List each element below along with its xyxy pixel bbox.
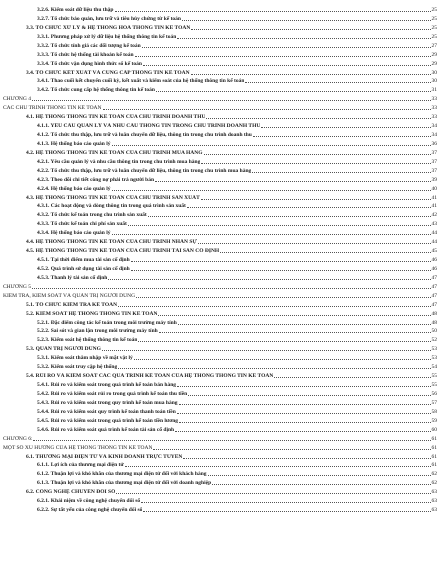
toc-entry[interactable] xyxy=(37,470,441,478)
dot-leader xyxy=(158,315,430,316)
toc-entry[interactable] xyxy=(37,497,441,505)
toc-entry[interactable] xyxy=(37,42,441,50)
toc-entry-title: 4.5. HỆ THỐNG THÔNG TIN KẾ TOÁN CỦA CHU TRÌNH TÀI SẢN CỐ ĐỊNH xyxy=(26,248,220,255)
dot-leader xyxy=(177,413,431,414)
toc-entry-title: 4.3.3. Tổ chức kế toán chi phí sản xuất xyxy=(37,221,127,228)
toc-entry[interactable] xyxy=(37,417,441,425)
toc-entry[interactable] xyxy=(37,33,441,41)
toc-page-number: 54 xyxy=(431,364,437,371)
toc-entry-title: 3.2.7. Tổ chức bảo quản, lưu trữ và tiêu hủy chứng từ kế toán xyxy=(37,15,181,22)
toc-page-number: 37 xyxy=(431,158,437,165)
toc-entry-title: 6.1. THƯƠNG MẠI ĐIỆN TỬ VÀ KINH DOANH TRỰC TUYẾN xyxy=(26,453,183,460)
dot-leader xyxy=(125,466,431,467)
dot-leader xyxy=(212,484,430,485)
dot-leader xyxy=(201,163,430,164)
toc-entry-title: CHƯƠNG 6: xyxy=(3,435,33,442)
toc-entry-title: 5.4.2. Rủi ro và kiểm soát rủi ro trong quá trình kế toán thu tiền xyxy=(37,390,188,397)
dot-leader xyxy=(142,47,431,48)
toc-entry[interactable] xyxy=(3,444,441,452)
toc-page-number: 52 xyxy=(431,337,437,344)
dot-leader xyxy=(159,332,431,333)
toc-page-number: 46 xyxy=(431,257,437,264)
toc-entry-title: 5.1. TỔ CHỨC KIỂM TRA KẾ TOÁN xyxy=(26,301,118,308)
toc-page-number: 48 xyxy=(431,319,437,326)
toc-page-number: 62 xyxy=(431,471,437,478)
dot-leader xyxy=(143,511,430,512)
toc-entry-title: 4.2.4. Hệ thống báo cáo quản lý xyxy=(37,185,111,192)
toc-page-number: 55 xyxy=(431,373,437,380)
toc-entry[interactable] xyxy=(37,158,441,166)
toc-entry[interactable] xyxy=(37,202,441,210)
dot-leader xyxy=(204,154,431,155)
toc-entry[interactable] xyxy=(26,345,441,353)
toc-entry[interactable] xyxy=(37,354,441,362)
toc-page-number: 48 xyxy=(431,310,437,317)
toc-entry[interactable] xyxy=(26,453,441,461)
toc-entry-title: 4.3.1. Các hoạt động và dòng thông tin trong quá trình sản xuất xyxy=(37,203,186,210)
toc-entry[interactable] xyxy=(37,211,441,219)
toc-page-number: 33 xyxy=(431,96,437,103)
toc-entry-title: 4.1.2. Tổ chức thu thập, lưu trữ và luân chuyển dữ liệu, thông tin trong chu trình doanh thu xyxy=(37,132,252,139)
dot-leader xyxy=(103,109,431,110)
dot-leader xyxy=(112,234,431,235)
dot-leader xyxy=(112,145,431,146)
toc-entry-title: CHƯƠNG 4 xyxy=(3,96,31,103)
dot-leader xyxy=(245,82,430,83)
dot-leader xyxy=(198,243,431,244)
toc-entry[interactable] xyxy=(26,247,441,255)
toc-entry-title: 4.5.1. Tại thời điểm mua tài sản cố định xyxy=(37,257,130,264)
dot-leader xyxy=(183,458,430,459)
toc-entry-title: 3.4. TỔ CHỨC KẾT XUẤT VÀ CUNG CẤP THÔNG TIN KẾ TOÁN xyxy=(26,69,190,76)
toc-page-number: 47 xyxy=(431,292,437,299)
toc-page-number: 41 xyxy=(431,194,437,201)
dot-leader xyxy=(33,440,430,441)
dot-leader xyxy=(178,324,431,325)
toc-page-number: 62 xyxy=(431,480,437,487)
toc-entry-title: 4.4. HỆ THỐNG THÔNG TIN KẾ TOÁN CỦA CHU TRÌNH NHÂN SỰ xyxy=(26,239,197,246)
toc-page-number: 61 xyxy=(431,435,437,442)
dot-leader xyxy=(175,431,430,432)
toc-entry-title: 4.2. HỆ THỐNG THÔNG TIN KẾ TOÁN CỦA CHU TRÌNH MUA HÀNG xyxy=(26,149,203,156)
toc-entry[interactable] xyxy=(37,229,441,237)
dot-leader xyxy=(274,377,430,378)
dot-leader xyxy=(118,368,430,369)
dot-leader xyxy=(136,297,430,298)
toc-entry[interactable] xyxy=(37,176,441,184)
toc-page-number: 63 xyxy=(431,507,437,514)
toc-entry[interactable] xyxy=(37,122,441,130)
dot-leader xyxy=(261,127,430,128)
toc-entry[interactable] xyxy=(37,77,441,85)
toc-entry[interactable] xyxy=(26,24,441,32)
dot-leader xyxy=(188,395,430,396)
dot-leader xyxy=(201,199,431,200)
dot-leader xyxy=(134,359,431,360)
toc-page-number: 25 xyxy=(431,33,437,40)
toc-page-number: 30 xyxy=(431,78,437,85)
toc-entry-title: 4.3.2. Tổ chức kế toán trong chu trình sản xuất xyxy=(37,212,147,219)
toc-page-number: 29 xyxy=(431,51,437,58)
toc-entry-title: CHƯƠNG 5 xyxy=(3,283,31,290)
toc-page-number: 25 xyxy=(431,15,437,22)
toc-page-number: 57 xyxy=(431,399,437,406)
dot-leader xyxy=(138,341,430,342)
toc-page-number: 47 xyxy=(431,301,437,308)
dot-leader xyxy=(252,172,430,173)
toc-page-number: 42 xyxy=(431,212,437,219)
toc-entry-title: 4.1. HỆ THỐNG THÔNG TIN KẾ TOÁN CỦA CHU TRÌNH DOANH THU xyxy=(26,114,206,121)
toc-entry-title: 5.2. KIỂM SOÁT HỆ THỐNG THÔNG TIN KẾ TOÁN xyxy=(26,310,158,317)
toc-entry[interactable] xyxy=(37,408,441,416)
toc-entry[interactable] xyxy=(37,220,441,228)
toc-entry[interactable] xyxy=(37,185,441,193)
toc-entry[interactable] xyxy=(37,319,441,327)
toc-page-number: 30 xyxy=(431,69,437,76)
toc-entry-title: 4.1.1. YÊU CẦU QUẢN LÝ VÀ NHU CẦU THÔNG TIN TRONG CHU TRÌNH DOANH THU xyxy=(37,123,261,130)
toc-entry[interactable] xyxy=(37,15,441,23)
dot-leader xyxy=(191,74,431,75)
dot-leader xyxy=(131,261,431,262)
toc-entry-title: 4.2.1. Yêu cầu quản lý và nhu cầu thông tin trong chu trình mua hàng xyxy=(37,158,201,165)
dot-leader xyxy=(135,56,431,57)
toc-page-number: 36 xyxy=(431,140,437,147)
toc-entry[interactable] xyxy=(26,149,441,157)
toc-entry[interactable] xyxy=(26,310,441,318)
toc-entry-title: 3.4.1. Thao cuối kết chuyển cuối kỳ, kết xuất và kiểm soát của hệ thống thông tin kế toán xyxy=(37,78,245,85)
toc-entry-title: 5.4.5. Rủi ro và kiểm soát trong quá trình kế toán tiền lương xyxy=(37,417,179,424)
toc-entry[interactable] xyxy=(37,256,441,264)
toc-entry[interactable] xyxy=(37,6,441,14)
toc-entry-title: 3.3.2. Tổ chức tính giá các đối tượng kế toán xyxy=(37,42,141,49)
dot-leader xyxy=(102,350,431,351)
toc-entry[interactable] xyxy=(37,363,441,371)
toc-entry[interactable] xyxy=(37,426,441,434)
dot-leader xyxy=(179,404,431,405)
toc-entry-title: 5.2.1. Đặc điểm công tác kế toán trong môi trường máy tính xyxy=(37,319,177,326)
toc-page-number: 47 xyxy=(431,274,437,281)
toc-page-number: 47 xyxy=(431,283,437,290)
toc-entry[interactable] xyxy=(37,51,441,59)
dot-leader xyxy=(206,118,430,119)
toc-entry[interactable] xyxy=(26,194,441,202)
toc-entry[interactable] xyxy=(37,390,441,398)
toc-page-number: 40 xyxy=(431,185,437,192)
toc-entry-title: 5.3.1. Kiểm soát thâm nhập về mặt vật lý xyxy=(37,355,133,362)
toc-page-number: 63 xyxy=(431,489,437,496)
toc-page-number: 61 xyxy=(431,462,437,469)
toc-page-number: 61 xyxy=(431,444,437,451)
toc-page-number: 46 xyxy=(431,265,437,272)
toc-page-number: 29 xyxy=(431,60,437,67)
toc-page-number: 33 xyxy=(431,105,437,112)
dot-leader xyxy=(118,306,430,307)
toc-page-number: 63 xyxy=(431,498,437,505)
dot-leader xyxy=(191,29,430,30)
toc-entry[interactable] xyxy=(26,238,441,246)
toc-entry[interactable] xyxy=(26,69,441,77)
toc-entry-title: 5.2.3. Kiểm soát hệ thống thông tin kế toán xyxy=(37,337,138,344)
toc-entry[interactable] xyxy=(26,301,441,309)
toc-entry-title: 4.2.3. Theo dõi chi tiết công nợ phải trả người bán xyxy=(37,176,155,183)
dot-leader xyxy=(253,136,431,137)
toc-entry-title: 6.1.1. Lợi ích của thương mại điện tử xyxy=(37,462,124,469)
toc-entry[interactable] xyxy=(37,479,441,487)
dot-leader xyxy=(220,252,430,253)
toc-entry[interactable] xyxy=(37,399,441,407)
toc-entry-title: 4.3. HỆ THỐNG THÔNG TIN KẾ TOÁN CỦA CHU TRÌNH SẢN XUẤT xyxy=(26,194,200,201)
toc-entry-title: KIỂM TRA, KIỂM SOÁT VÀ QUẢN TRỊ NGƯỜI DÙNG xyxy=(3,292,136,299)
dot-leader xyxy=(143,65,431,66)
toc-page-number: 34 xyxy=(431,123,437,130)
toc-page-number: 25 xyxy=(431,7,437,13)
toc-entry-title: 5.3.2. Kiểm soát truy cập hệ thống xyxy=(37,364,118,371)
toc-page-number: 53 xyxy=(431,355,437,362)
toc-entry[interactable] xyxy=(37,86,441,94)
toc-entry-title: 3.4.2. Tổ chức cung cấp hệ thống thông tin kế toán xyxy=(37,87,155,94)
dot-leader xyxy=(112,190,431,191)
dot-leader xyxy=(182,20,431,21)
toc-entry[interactable] xyxy=(37,461,441,469)
toc-page-number: 56 xyxy=(431,390,437,397)
toc-page-number: 59 xyxy=(431,417,437,424)
toc-entry-title: 5.4.6. Rủi ro và kiểm soát quá trình kế toán tài sản cố định xyxy=(37,426,175,433)
toc-entry[interactable] xyxy=(37,131,441,139)
toc-entry-title: 4.1.3. Hệ thống báo cáo quản lý xyxy=(37,140,111,147)
toc-page-number: 44 xyxy=(431,239,437,246)
dot-leader xyxy=(32,288,431,289)
toc-page-number: 53 xyxy=(431,346,437,353)
toc-entry-title: 3.2.6. Kiểm soát dữ liệu thu thập xyxy=(37,7,114,13)
toc-page-number: 58 xyxy=(431,408,437,415)
toc-entry[interactable] xyxy=(3,95,441,103)
toc-entry[interactable] xyxy=(26,488,441,496)
toc-entry-title: 6.1.2. Thuận lợi và khó khăn của thương mại điện tử đối với khách hàng xyxy=(37,471,207,478)
dot-leader xyxy=(177,38,430,39)
toc-entry[interactable] xyxy=(26,372,441,380)
toc-entry-title: 3.3.1. Phương pháp xử lý dữ liệu hệ thống thông tin kế toán xyxy=(37,33,177,40)
toc-entry[interactable] xyxy=(3,292,441,300)
toc-entry[interactable] xyxy=(37,336,441,344)
toc-entry[interactable] xyxy=(37,327,441,335)
dot-leader xyxy=(128,225,431,226)
toc-page-number: 34 xyxy=(431,132,437,139)
toc-entry[interactable] xyxy=(26,113,441,121)
dot-leader xyxy=(116,493,430,494)
dot-leader xyxy=(177,386,430,387)
toc-entry-title: 6.2.2. Sự tất yếu của công nghệ chuyển đổi số xyxy=(37,507,143,514)
toc-entry-title: 3.3. TỔ CHỨC XỬ LÝ & HỆ THỐNG HOÁ THÔNG TIN KẾ TOÁN xyxy=(26,24,191,31)
toc-page-number: 50 xyxy=(431,328,437,335)
toc-page-number: 41 xyxy=(431,203,437,210)
toc-page-number: 25 xyxy=(431,24,437,31)
dot-leader xyxy=(187,207,431,208)
toc-page-number: 43 xyxy=(431,221,437,228)
toc-entry-title: 6.1.3. Thuận lợi và khó khăn của thương mại điện tử đối với doanh nghiệp xyxy=(37,480,212,487)
toc-page-number: 61 xyxy=(431,453,437,460)
toc-entry-title: 5.4.3. Rủi ro và kiểm soát trong quy trình kế toán mua hàng xyxy=(37,399,178,406)
dot-leader xyxy=(153,449,430,450)
toc-entry[interactable] xyxy=(3,435,441,443)
toc-entry-title: 5.4.1. Rủi ro và kiểm soát trong quá trình kế toán bán hàng xyxy=(37,382,177,389)
toc-entry-title: 5.2.2. Sai sót và gian lận trong môi trường máy tính xyxy=(37,328,158,335)
toc-page-number: 33 xyxy=(431,114,437,121)
toc-entry-title: 5.4. RỦI RO VÀ KIỂM SOÁT CÁC QUÁ TRÌNH KẾ TOÁN CỦA HỆ THỐNG THÔNG TIN KẾ TOÁN xyxy=(26,373,274,380)
toc-entry-title: 4.2.2. Tổ chức thu thập, lưu trữ và luân chuyển dữ liệu, thông tin trong chu trình mua hàng xyxy=(37,167,252,174)
toc-entry-title: 4.5.3. Thanh lý tài sản cố định xyxy=(37,274,108,281)
toc-page-number: 31 xyxy=(431,87,437,94)
toc-entry-title: 6.2. CÔNG NGHỆ CHUYỂN ĐỔI SỐ xyxy=(26,489,116,496)
toc-entry[interactable] xyxy=(3,283,441,291)
toc-entry-title: 6.2.1. Khái niệm về công nghệ chuyển đổi số xyxy=(37,498,141,505)
dot-leader xyxy=(148,216,431,217)
dot-leader xyxy=(141,502,430,503)
dot-leader xyxy=(156,91,431,92)
toc-entry[interactable] xyxy=(37,265,441,273)
toc-entry[interactable] xyxy=(37,167,441,175)
toc-entry-title: CÁC CHU TRÌNH THÔNG TIN KẾ TOÁN xyxy=(3,105,102,112)
toc-page-number: 39 xyxy=(431,176,437,183)
toc-page-number: 45 xyxy=(431,248,437,255)
toc-entry-title: 5.4.4. Rủi ro và kiểm soát quy trình kế toán thanh toán tiền xyxy=(37,408,176,415)
dot-leader xyxy=(131,270,431,271)
toc-entry[interactable] xyxy=(37,140,441,148)
toc-page-number: 27 xyxy=(431,42,437,49)
toc-page-number: 37 xyxy=(431,149,437,156)
dot-leader xyxy=(115,11,431,12)
dot-leader xyxy=(155,181,430,182)
dot-leader xyxy=(208,475,431,476)
toc-entry-title: 4.5.2. Quá trình sử dụng tài sản cố định xyxy=(37,265,130,272)
toc-page-number: 55 xyxy=(431,382,437,389)
toc-entry[interactable] xyxy=(37,60,441,68)
toc-entry-title: MỘT SỐ XU HƯỚNG CỦA HỆ THỐNG THÔNG TIN KẾ TOÁN xyxy=(3,444,153,451)
toc-entry-title: 3.3.3. Tổ chức hệ thống tài khoản kế toán xyxy=(37,51,134,58)
toc-entry-title: 3.3.4. Tổ chức vận dụng hình thức sổ kế toán xyxy=(37,60,142,67)
toc-entry[interactable] xyxy=(37,274,441,282)
dot-leader xyxy=(32,100,431,101)
dot-leader xyxy=(108,279,430,280)
toc-page-number: 60 xyxy=(431,426,437,433)
toc-entry[interactable] xyxy=(3,104,441,112)
toc-entry-title: 4.3.4. Hệ thống báo cáo quản lý xyxy=(37,230,111,237)
toc-page-number: 37 xyxy=(431,167,437,174)
toc-entry[interactable] xyxy=(37,381,441,389)
toc-entry-title: 5.3. QUẢN TRỊ NGƯỜI DÙNG xyxy=(26,346,101,353)
toc-page-number: 44 xyxy=(431,230,437,237)
toc-entry[interactable] xyxy=(37,506,441,514)
dot-leader xyxy=(179,422,430,423)
